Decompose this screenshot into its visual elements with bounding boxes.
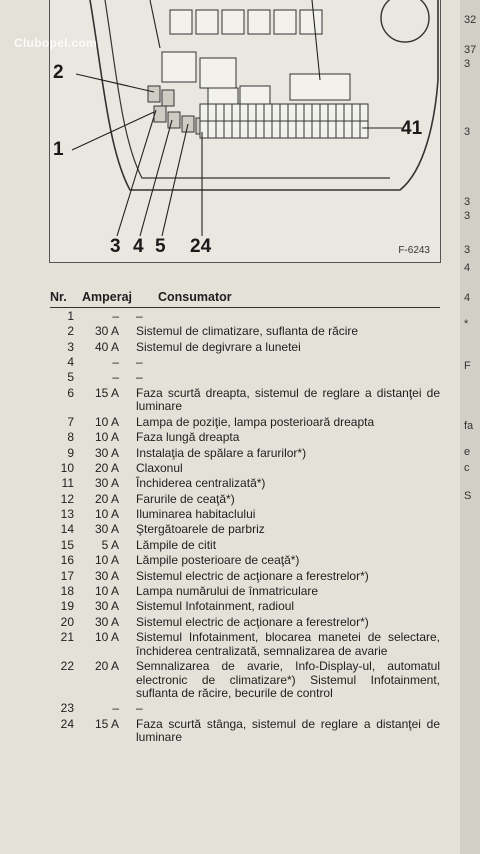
table-row: [50, 325, 440, 339]
fuse-number: 9: [67, 445, 74, 460]
table-row: [50, 702, 440, 716]
fuse-amperage: 15 A: [94, 385, 119, 400]
table-row: [50, 462, 440, 476]
edge-text: 3: [464, 210, 471, 222]
table-row: [50, 585, 440, 599]
fuse-amperage: 5 A: [101, 537, 119, 552]
fuse-consumer: Faza lungă dreapta: [136, 430, 240, 445]
fuse-amperage: 30 A: [94, 614, 119, 629]
fuse-number: 6: [67, 385, 74, 400]
table-row: [50, 310, 440, 324]
fuse-number: 2: [67, 324, 74, 339]
fuse-consumer: Lămpile de citit: [136, 537, 217, 552]
table-row: [50, 660, 440, 701]
fuse-amperage: –: [112, 308, 119, 323]
callout-5: 5: [155, 236, 166, 257]
fuse-amperage: 20 A: [94, 460, 119, 475]
edge-text: 3: [464, 244, 471, 256]
callout-41: 41: [401, 118, 423, 139]
fuse-number: 16: [60, 553, 74, 568]
fuse-number: 24: [60, 716, 74, 731]
callout-4: 4: [133, 236, 144, 257]
fuse-box-diagram: [50, 0, 440, 262]
fuse-consumer: –: [136, 370, 143, 385]
table-row: [50, 431, 440, 445]
table-header: [50, 282, 440, 308]
edge-text: c: [464, 462, 470, 474]
fuse-consumer: Claxonul: [136, 460, 183, 475]
callout-2: 2: [53, 62, 64, 83]
table-row: [50, 341, 440, 355]
edge-text: 32: [464, 14, 477, 26]
fuse-amperage: 15 A: [94, 716, 119, 731]
fuse-number: 18: [60, 584, 74, 599]
fuse-consumer: Sistemul electric de acţionare a ferestrelor*): [136, 614, 369, 629]
fuse-amperage: 10 A: [94, 584, 119, 599]
fuse-amperage: 10 A: [94, 553, 119, 568]
fuse-number: 17: [60, 568, 74, 583]
fuse-number: 12: [60, 491, 74, 506]
fuse-number: 13: [60, 507, 74, 522]
fuse-amperage: 40 A: [94, 339, 119, 354]
fuse-amperage: –: [112, 701, 119, 716]
table-row: [50, 523, 440, 537]
watermark-text: Clubopel.com: [14, 36, 97, 50]
table-row: [50, 631, 440, 658]
fuse-amperage: 10 A: [94, 430, 119, 445]
fuse-consumer: Lămpile posterioare de ceaţă*): [136, 553, 300, 568]
table-row: [50, 554, 440, 568]
fuse-consumer: –: [136, 308, 143, 323]
fuse-consumer: Sistemul de degivrare a lunetei: [136, 339, 301, 354]
fuse-number: 7: [67, 414, 74, 429]
edge-text: e: [464, 446, 471, 458]
fuse-consumer: Lampa numărului de înmatriculare: [136, 584, 319, 599]
edge-text: 4: [464, 262, 471, 274]
table-row: [50, 371, 440, 385]
header-consumator: Consumator: [158, 290, 232, 304]
fuse-consumer: Sistemul electric de acţionare a ferestrelor*): [136, 568, 369, 583]
fuse-number: 20: [60, 614, 74, 629]
table-row: [50, 570, 440, 584]
figure-code: F-6243: [398, 245, 430, 256]
edge-text: 3: [464, 196, 471, 208]
fuse-number: 1: [67, 308, 74, 323]
fuse-consumer: Închiderea centralizată*): [136, 476, 266, 491]
edge-text: *: [464, 318, 469, 330]
fuse-consumer: Semnalizarea de avarie, Info-Display-ul, automatul electronic de climatizare*) Sistemul Infotainment, suflanta de răcire, becurile de control: [136, 659, 440, 701]
fuse-consumer: Lampa de poziţie, lampa posterioară dreapta: [136, 414, 375, 429]
fuse-consumer: Iluminarea habitaclului: [136, 507, 256, 522]
fuse-consumer: Sistemul de climatizare, suflanta de răcire: [136, 324, 359, 339]
adjacent-page-edge: [460, 0, 480, 854]
fuse-amperage: 20 A: [94, 491, 119, 506]
fuse-table: [50, 282, 440, 745]
fuse-number: 11: [61, 476, 74, 491]
table-row: [50, 477, 440, 491]
fuse-box-figure: [49, 0, 441, 263]
fuse-consumer: –: [136, 355, 143, 370]
fuse-number: 10: [60, 460, 74, 475]
table-row: [50, 508, 440, 522]
fuse-consumer: –: [136, 701, 143, 716]
fuse-consumer: Farurile de ceaţă*): [136, 491, 235, 506]
fuse-consumer: Sistemul Infotainment, blocarea manetei de selectare, închiderea centralizată, semnalizarea de avarie: [136, 630, 440, 658]
table-row: [50, 387, 440, 414]
fuse-consumer: Ştergătoarele de parbriz: [136, 522, 265, 537]
table-body: [50, 310, 440, 745]
fuse-consumer: Instalaţia de spălare a farurilor*): [136, 445, 307, 460]
edge-text: S: [464, 490, 472, 502]
edge-text: 3: [464, 58, 471, 70]
fuse-amperage: 10 A: [94, 630, 119, 645]
edge-text: 37: [464, 44, 477, 56]
edge-text: 4: [464, 292, 471, 304]
fuse-amperage: 30 A: [94, 445, 119, 460]
fuse-amperage: 10 A: [94, 414, 119, 429]
fuse-number: 8: [67, 430, 74, 445]
header-amperaj: Amperaj: [82, 290, 133, 304]
callout-3: 3: [110, 236, 121, 257]
fuse-consumer: Sistemul Infotainment, radioul: [136, 599, 295, 614]
table-row: [50, 447, 440, 461]
table-row: [50, 493, 440, 507]
fuse-amperage: –: [112, 370, 119, 385]
fuse-number: 14: [60, 522, 74, 537]
fuse-amperage: 20 A: [94, 659, 119, 674]
table-row: [50, 600, 440, 614]
fuse-number: 5: [67, 370, 74, 385]
fuse-amperage: 30 A: [94, 522, 119, 537]
table-row: [50, 616, 440, 630]
fuse-number: 22: [60, 659, 74, 674]
fuse-consumer: Faza scurtă stânga, sistemul de reglare a distanţei de luminare: [136, 716, 440, 745]
edge-text: 3: [464, 126, 471, 138]
callout-24: 24: [190, 236, 212, 257]
fuse-amperage: 30 A: [94, 599, 119, 614]
fuse-number: 15: [60, 537, 74, 552]
edge-text: F: [464, 360, 471, 372]
table-row: [50, 356, 440, 370]
fuse-amperage: 30 A: [94, 568, 119, 583]
fuse-number: 3: [67, 339, 74, 354]
table-row: [50, 718, 440, 745]
table-row: [50, 416, 440, 430]
fuse-number: 23: [60, 701, 74, 716]
callout-1: 1: [53, 139, 64, 160]
fuse-amperage: 30 A: [94, 324, 119, 339]
header-nr: Nr.: [50, 290, 67, 304]
fuse-number: 4: [67, 355, 74, 370]
fuse-amperage: 10 A: [94, 507, 119, 522]
fuse-amperage: –: [112, 355, 119, 370]
fuse-number: 21: [60, 630, 74, 645]
edge-text: fa: [464, 420, 474, 432]
fuse-number: 19: [60, 599, 74, 614]
fuse-amperage: 30 A: [94, 476, 119, 491]
table-row: [50, 539, 440, 553]
fuse-consumer: Faza scurtă dreapta, sistemul de reglare a distanţei de luminare: [136, 385, 440, 414]
